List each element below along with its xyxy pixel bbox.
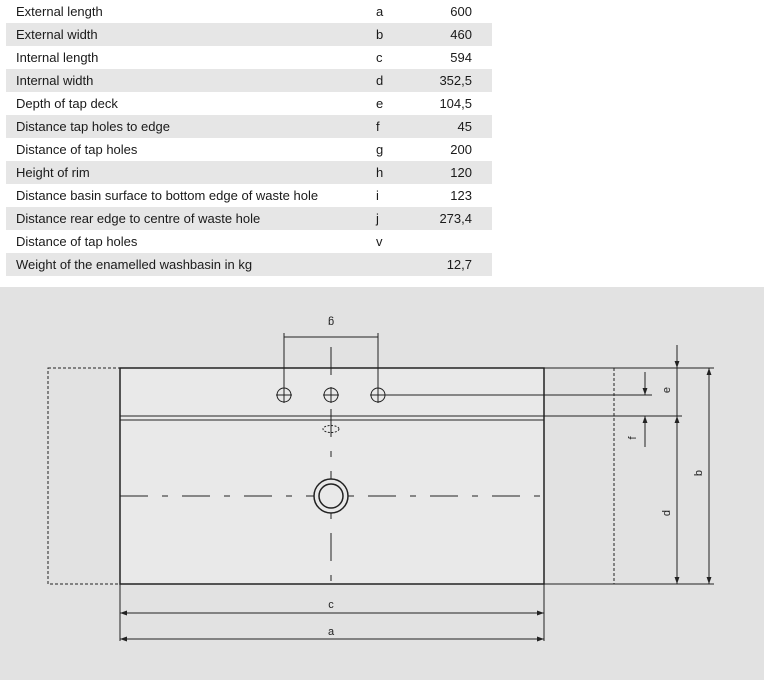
table-row [6,0,492,23]
dimension-value: 460 [416,23,492,46]
dimension-label: Distance of tap holes [16,142,138,157]
dimension-label: Distance basin surface to bottom edge of waste hole [16,188,319,203]
dimension-symbol: i [376,188,379,203]
dimension-value: 594 [450,50,472,65]
table-row [6,92,492,115]
dimension-symbol: f [376,115,416,138]
dimension-value: 104,5 [439,96,472,111]
dimensions-table [6,0,492,276]
table-row [6,46,492,69]
dimension-label: External width [6,23,376,46]
dimension-value [416,230,492,253]
dimension-label: External length [16,4,103,19]
dimension-symbol: d [376,69,416,92]
basin-outline [120,368,544,584]
dimension-value: 45 [416,115,492,138]
dimension-label: Distance rear edge to centre of waste hole [6,207,376,230]
dimension-label: Distance tap holes to edge [6,115,376,138]
dimension-value: 200 [450,142,472,157]
dimension-symbol: g [376,142,384,157]
label-e: e [661,386,673,394]
label-d: d [661,509,673,517]
dimension-value: 600 [450,4,472,19]
basin-drawing-svg [0,287,764,680]
dimension-symbol: j [376,207,416,230]
dimension-symbol: a [376,4,384,19]
dimension-value: 123 [450,188,472,203]
dimension-symbol: b [376,23,416,46]
dimension-symbol: v [376,234,383,249]
dimension-value: 273,4 [416,207,492,230]
label-a: a [327,626,335,638]
table-row [6,69,492,92]
table-row [6,115,492,138]
dimension-label: Depth of tap deck [16,96,118,111]
label-c: c [328,599,334,611]
table-row [6,230,492,253]
table-row [6,184,492,207]
dimension-value: 352,5 [416,69,492,92]
label-g: g [327,316,335,328]
dimension-label: Weight of the enamelled washbasin in kg [6,253,376,276]
table-row [6,138,492,161]
dimension-label: Distance of tap holes [16,234,138,249]
table-row [6,253,492,276]
dimension-label: Height of rim [6,161,376,184]
table-row [6,207,492,230]
table-row [6,161,492,184]
technical-drawing [0,287,764,680]
dimension-value: 120 [416,161,492,184]
dimension-symbol: c [376,50,383,65]
optional-outline-left [48,368,120,584]
dimension-value: 12,7 [416,253,492,276]
label-b: b [693,469,705,477]
label-f: f [627,436,639,440]
dimension-symbol: h [376,161,416,184]
dimension-symbol: e [376,96,384,111]
dimension-label: Internal length [16,50,99,65]
table-row [6,23,492,46]
optional-outline-right [544,368,614,584]
dimension-symbol [376,253,416,276]
dimension-label: Internal width [6,69,376,92]
